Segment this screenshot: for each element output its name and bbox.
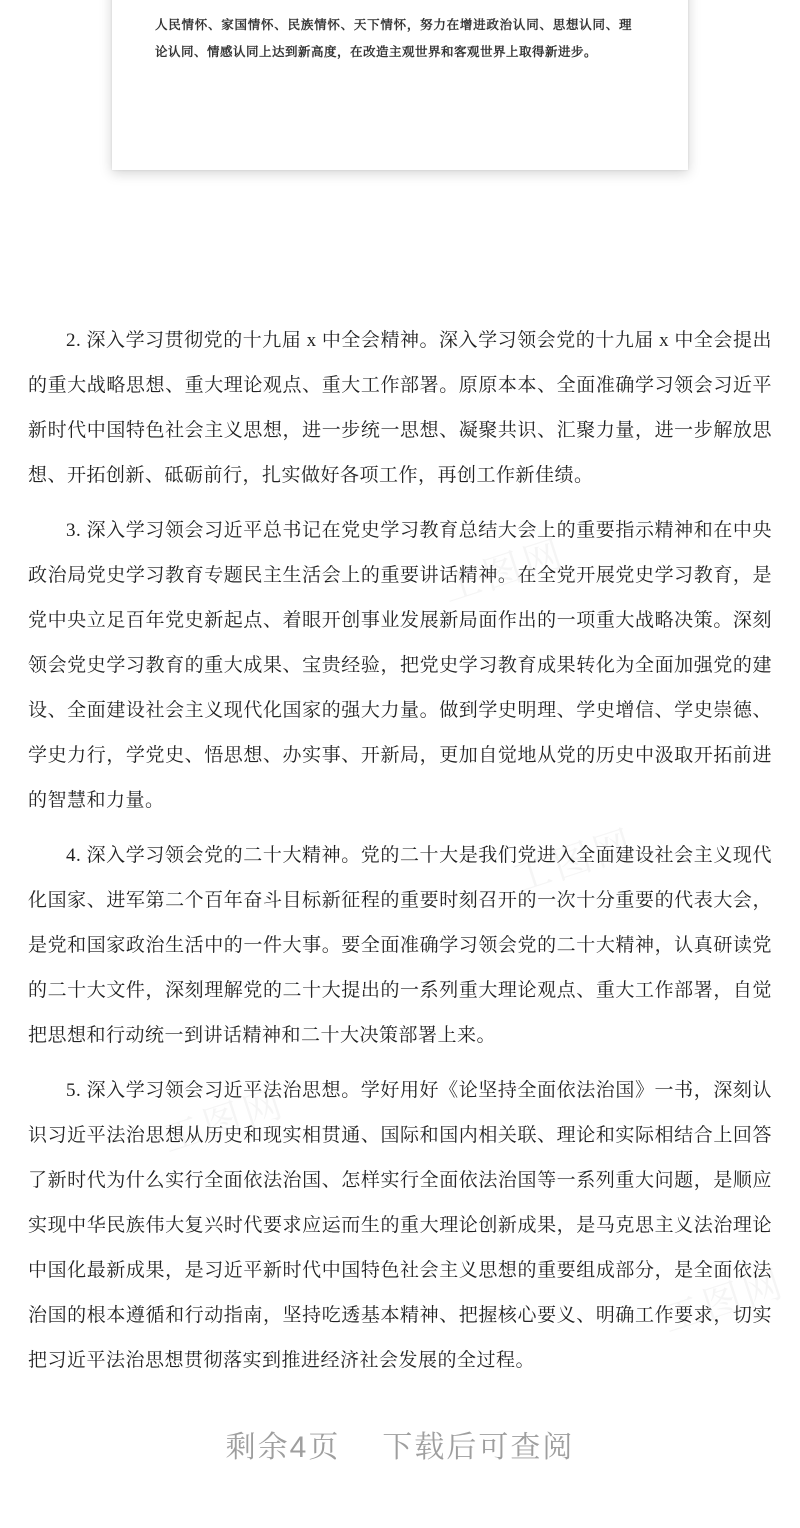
document-body: [0, 318, 800, 1393]
site-watermark: 工图网: [507, 822, 641, 902]
site-watermark: 工图网: [657, 1262, 791, 1342]
remaining-pages-text: 剩余4页: [225, 1431, 341, 1464]
paragraph-2: 2. 深入学习贯彻党的十九届 x 中全会精神。深入学习领会党的十九届 x 中全会提出的重大战略思想、重大理论观点、重大工作部署。原原本本、全面准确学习领会习近平新时代中国特色社会主义思想，进一步统一思想、凝聚共识、汇聚力量，进一步解放思想、开拓创新、砥砺前行，扎实做好各项工作，再创工作新佳绩。: [28, 330, 772, 486]
previous-page-text: 人民情怀、家国情怀、民族情怀、天下情怀，努力在增进政治认同、思想认同、理论认同、情感认同上达到新高度，在改造主观世界和客观世界上取得新进步。: [155, 18, 632, 59]
site-watermark: 工图网: [157, 1082, 291, 1162]
paragraph-3: 3. 深入学习领会习近平总书记在党史学习教育总结大会上的重要指示精神和在中央政治局党史学习教育专题民主生活会上的重要讲话精神。在全党开展党史学习教育，是党中央立足百年党史新起点、着眼开创事业发展新局面作出的一项重大战略决策。深刻领会党史学习教育的重大成果、宝贵经验，把党史学习教育成果转化为全面加强党的建设、全面建设社会主义现代化国家的强大力量。做到学史明理、学史增信、学史崇德、学史力行，学党史、悟思想、办实事、开新局，更加自觉地从党的历史中汲取开拓前进的智慧和力量。: [28, 520, 772, 811]
previous-page-card: [112, 0, 688, 170]
paragraph-5: 5. 深入学习领会习近平法治思想。学好用好《论坚持全面依法治国》一书，深刻认识习近平法治思想从历史和现实相贯通、国际和国内相关联、理论和实际相结合上回答了新时代为什么实行全面依法治国、怎样实行全面依法治国等一系列重大问题，是顺应实现中华民族伟大复兴时代要求应运而生的重大理论创新成果，是马克思主义法治理论中国化最新成果，是习近平新时代中国特色社会主义思想的重要组成部分，是全面依法治国的根本遵循和行动指南，坚持吃透基本精神、把握核心要义、明确工作要求，切实把习近平法治思想贯彻落实到推进经济社会发展的全过程。: [28, 1080, 772, 1371]
download-hint-text: 下载后可查阅: [382, 1431, 575, 1464]
pagination-footer: [0, 1422, 800, 1466]
paragraph-4: 4. 深入学习领会党的二十大精神。党的二十大是我们党进入全面建设社会主义现代化国家、进军第二个百年奋斗目标新征程的重要时刻召开的一次十分重要的代表大会，是党和国家政治生活中的一件大事。要全面准确学习领会党的二十大精神，认真研读党的二十大文件，深刻理解党的二十大提出的一系列重大理论观点、重大工作部署，自觉把思想和行动统一到讲话精神和二十大决策部署上来。: [28, 845, 772, 1046]
site-watermark: 工图网: [437, 532, 571, 612]
